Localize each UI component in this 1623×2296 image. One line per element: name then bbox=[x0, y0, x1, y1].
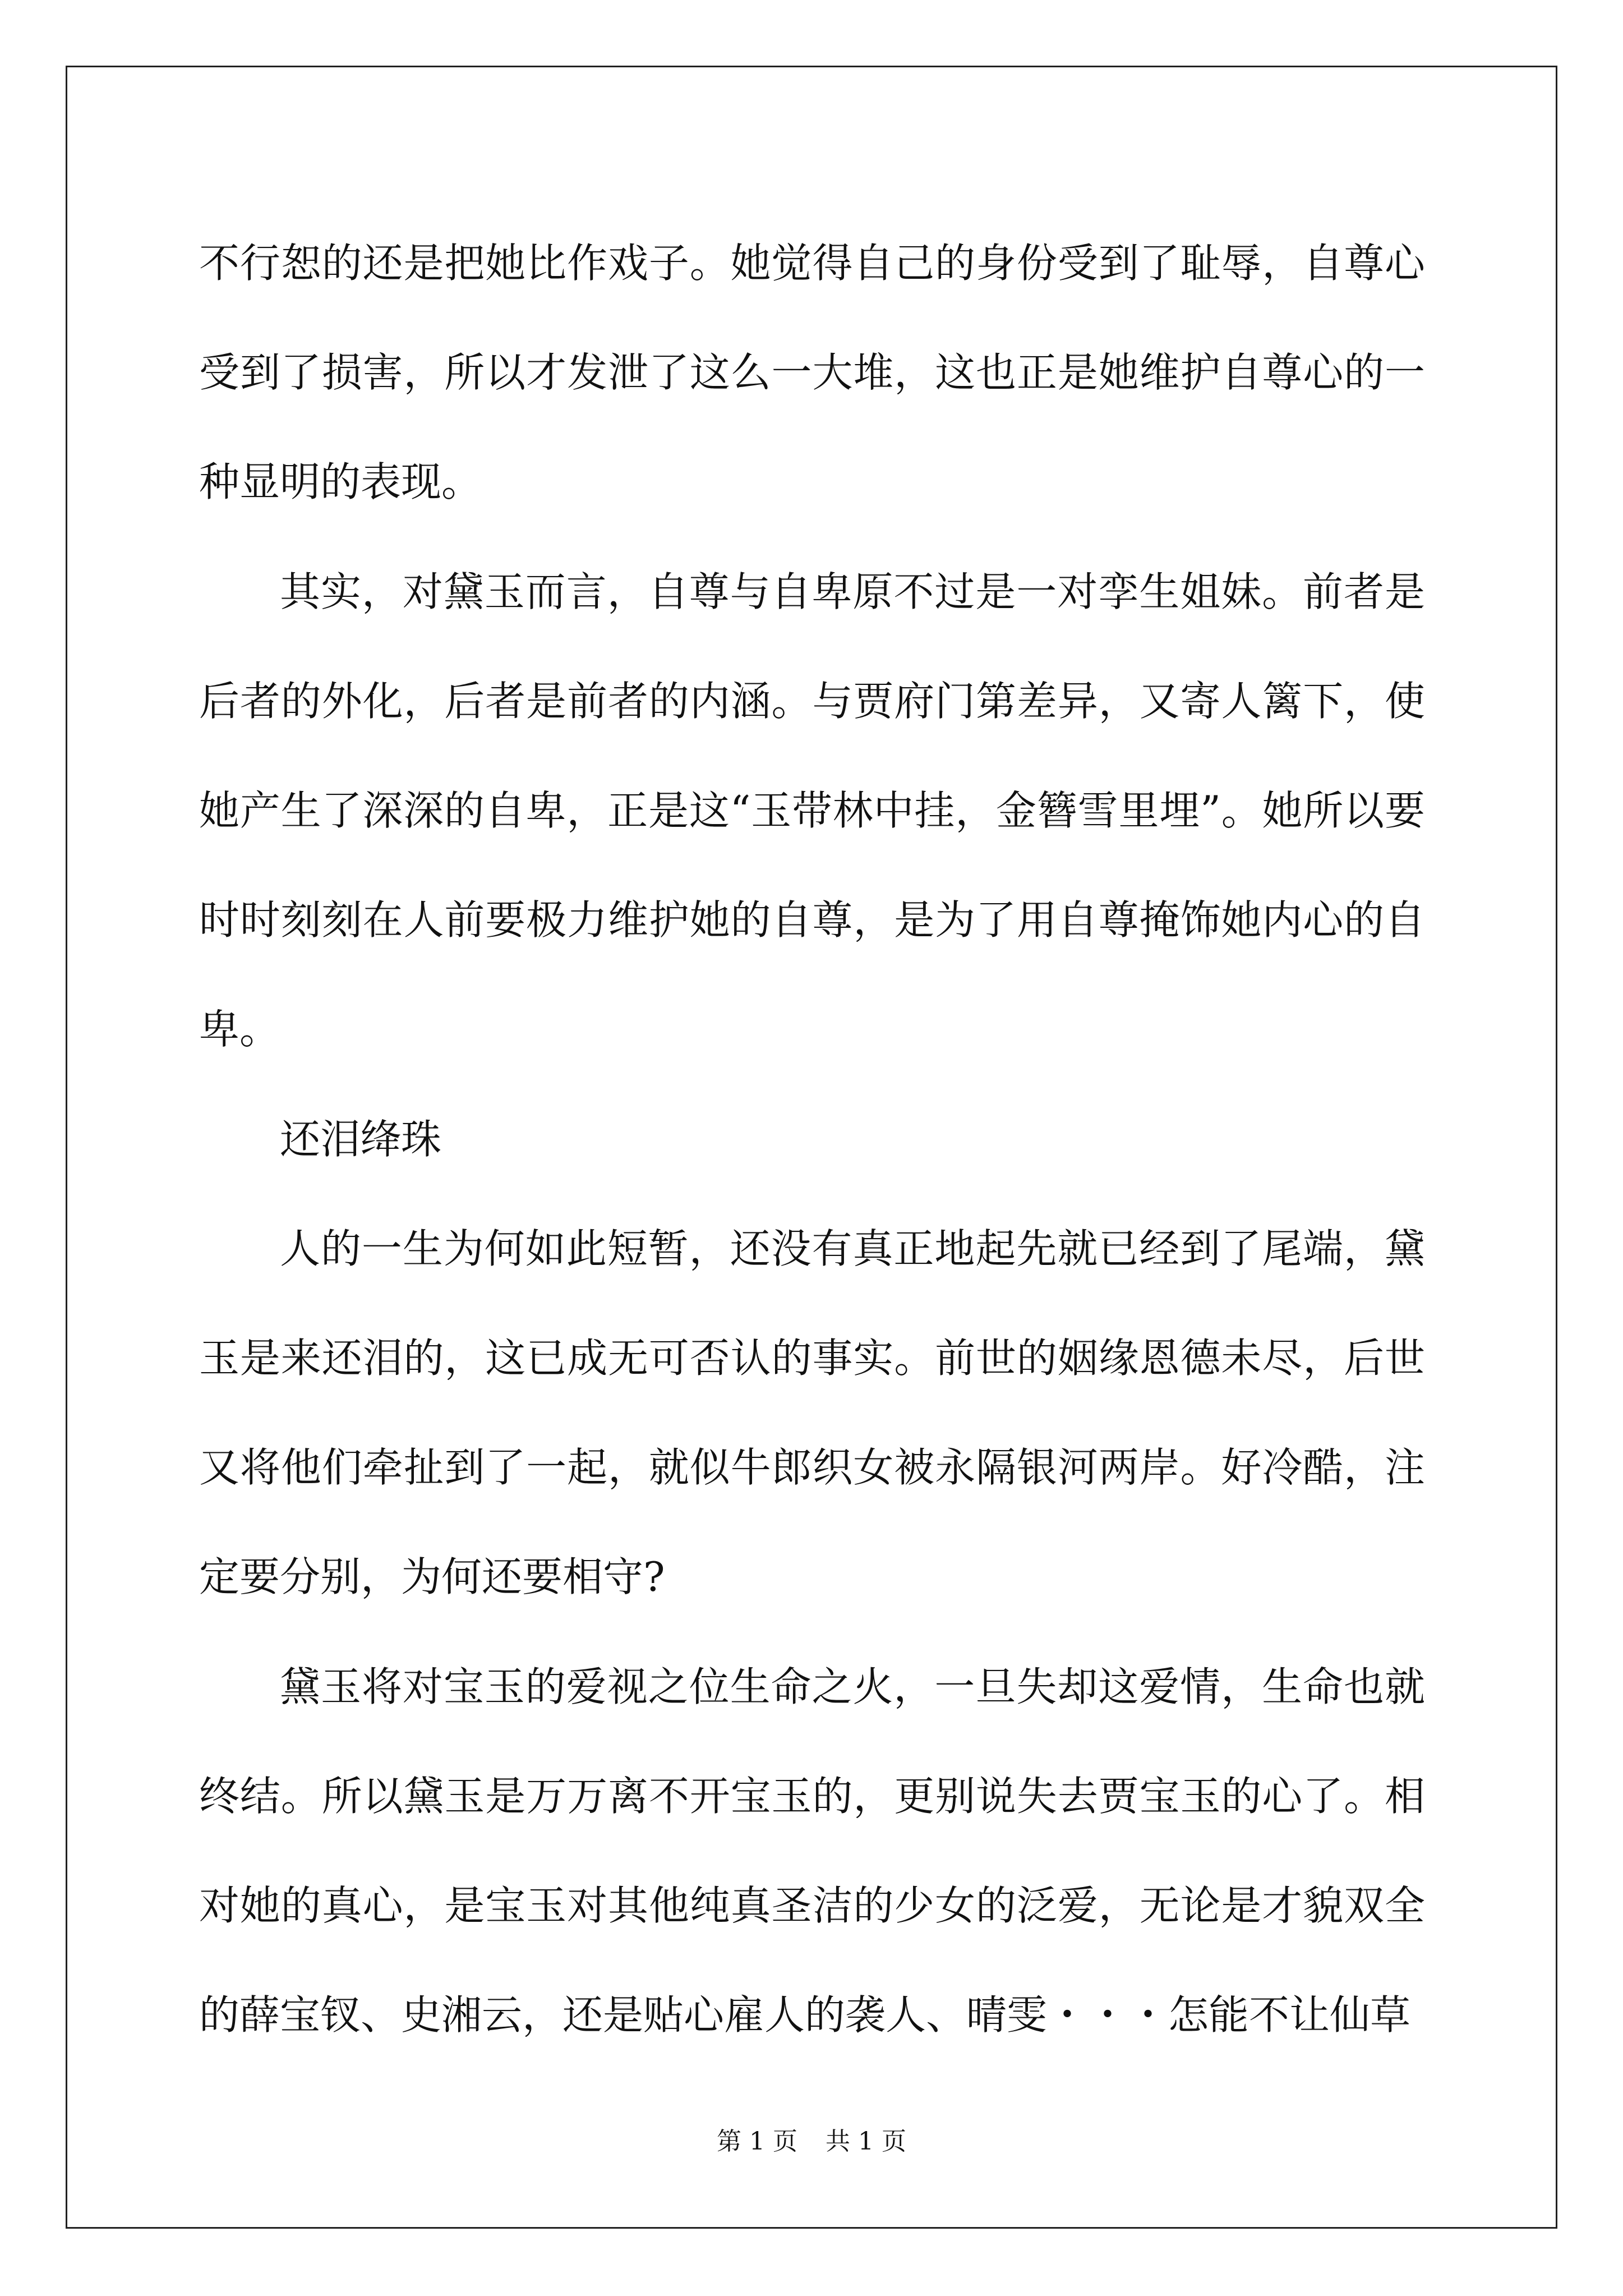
page-footer bbox=[0, 2125, 1623, 2159]
page-number: 第 1 页 bbox=[717, 2127, 797, 2156]
paragraph-1: 不行恕的还是把她比作戏子。她觉得自己的身份受到了耻辱，自尊心受到了损害，所以才发泄了这么一大堆，这也正是她维护自尊心的一种显明的表现。 bbox=[199, 240, 1425, 506]
paragraph-2: 其实，对黛玉而言，自尊与自卑原不过是一对孪生姐妹。前者是后者的外化，后者是前者的内涵。与贾府门第差异，又寄人篱下，使她产生了深深的自卑，正是这“玉带林中挂，金簪雪里埋”。她所以要时时刻刻在人前要极力维护她的自尊，是为了用自尊掩饰她内心的自卑。 bbox=[199, 568, 1425, 1053]
page-total: 共 1 页 bbox=[826, 2127, 906, 2156]
section-heading: 还泪绛珠 bbox=[280, 1115, 442, 1163]
paragraph-4: 黛玉将对宝玉的爱视之位生命之火，一旦失却这爱情，生命也就终结。所以黛玉是万万离不开宝玉的，更别说失去贾宝玉的心了。相对她的真心，是宝玉对其他纯真圣洁的少女的泛爱，无论是才貌双全的薛宝钗、史湘云，还是贴心雇人的袭人、晴雯・・・怎能不让仙草 bbox=[199, 1663, 1425, 2039]
paragraph-3: 人的一生为何如此短暂，还没有真正地起先就已经到了尾端，黛玉是来还泪的，这已成无可否认的事实。前世的姻缘恩德未尽，后世又将他们牵扯到了一起，就似牛郎织女被永隔银河两岸。好冷酷，注定要分别，为何还要相守? bbox=[199, 1225, 1425, 1601]
document-body bbox=[199, 209, 1425, 2070]
